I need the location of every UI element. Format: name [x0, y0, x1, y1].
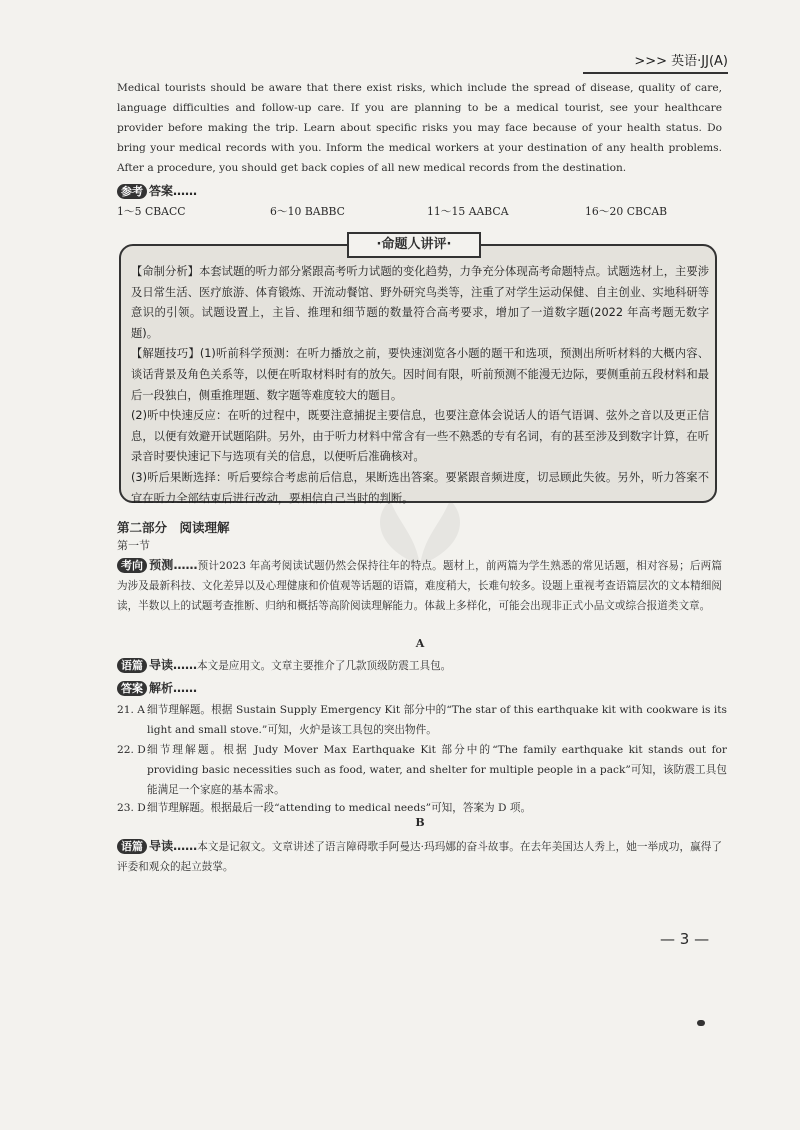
part2-heading: 第二部分 阅读理解 — [117, 520, 230, 535]
guide-a-label: 导读…… — [149, 658, 198, 672]
answer-group-1: 1～5 CBACC — [117, 205, 186, 218]
commentary-analysis: 【命制分析】本套试题的听力部分紧跟高考听力试题的变化趋势，力争充分体现高考命题特点。试题选材上，主要涉及日常生活、医疗旅游、体育锻炼、开流动餐馆、野外研究鸟类等，注重了对学生运动保健、自主创业、实地科研等意识的引领。试题设置上，主旨、推理和细节题的数量符合高考要求，增加了一道数字题(2022 年高考题无数字题)。 — [131, 265, 709, 340]
answer-group-3: 11～15 AABCA — [427, 205, 509, 218]
question-explanation: 细节理解题。根据 Sustain Supply Emergency Kit 部分中的“The star of this earthquake kit with cookware is its light and small stove.”可知，火炉是该工具包的突出物件。 — [147, 704, 727, 736]
passage-a-guide — [117, 655, 722, 676]
answer-key-row — [117, 204, 727, 222]
part2-subheading: 第一节 — [117, 539, 150, 552]
guide-a-tag: 语篇 — [117, 658, 147, 673]
guide-b-text: 本文是记叙文。文章讲述了语言障碍歌手阿曼达·玛玛娜的奋斗故事。在去年美国达人秀上，她一举成功，赢得了评委和观众的起立鼓掌。 — [117, 841, 722, 873]
guide-b-tag: 语篇 — [117, 839, 147, 854]
answers-tag: 参考 — [117, 184, 147, 199]
question-row — [117, 740, 727, 800]
question-number: 22. D — [117, 744, 146, 756]
forecast-text: 预计2023 年高考阅读试题仍然会保持往年的特点。题材上，前两篇为学生熟悉的常见话题，相对容易；后两篇为涉及最新科技、文化差异以及心理健康和价值观等话题的语篇，难度稍大，长难句较多。设题上重视考查语篇层次的文本精细阅读，半数以上的试题考查推断、归纳和概括等高阶阅读理解能力。体裁上多样化，可能会出现非正式小品文或综合报道类文章。 — [117, 560, 722, 612]
commentary-text — [131, 262, 709, 509]
answer-group-2: 6～10 BABBC — [270, 205, 345, 218]
question-row — [117, 798, 727, 818]
commentary-tip-3: (3)听后果断选择：听后要综合考虑前后信息，果断选出答案。要紧跟音频进度，切忌顾此失彼。另外，听力答案不宜在听力全部结束后进行改动，要相信自己当时的判断。 — [131, 470, 709, 505]
guide-a-text: 本文是应用文。文章主要推介了几款顶级防震工具包。 — [197, 660, 452, 672]
answers-heading — [117, 182, 197, 199]
page-number: — 3 — — [660, 930, 710, 948]
question-explanation: 细节理解题。根据 Judy Mover Max Earthquake Kit 部分中的“The family earthquake kit stands out for providing basic necessities such as food, water, and shelter for multiple people in a pack”可知，该防震工具包能满足一个家庭的基本需求。 — [147, 744, 727, 796]
intro-paragraph: Medical tourists should be aware that there exist risks, which include the spread of disease, quality of care, language difficulties and follow-up care. If you are planning to be a medical tourist, see your healthcare provider before making the trip. Learn about specific risks you may face because of your health status. Do bring your medical records with you. Inform the medical workers at your destination of any health problems. After a procedure, you should get back copies of all new medical records from the destination. — [117, 82, 722, 174]
answer-group-4: 16～20 CBCAB — [585, 205, 668, 218]
passage-a-letter: A — [415, 637, 425, 650]
commentary-title: ·命题人讲评· — [347, 232, 481, 258]
forecast-label: 预测…… — [149, 558, 198, 572]
forecast-paragraph — [117, 555, 722, 616]
question-explanation: 细节理解题。根据最后一段“attending to medical needs”可知，答案为 D 项。 — [147, 802, 532, 814]
forecast-tag: 考向 — [117, 558, 147, 573]
question-number: 23. D — [117, 802, 146, 814]
passage-b-letter: B — [415, 816, 425, 829]
passage-a-analysis-heading — [117, 678, 722, 699]
guide-b-label: 导读…… — [149, 839, 198, 853]
question-number: 21. A — [117, 704, 145, 716]
question-row — [117, 700, 727, 740]
commentary-tips: 【解题技巧】(1)听前科学预测：在听力播放之前，要快速浏览各小题的题干和选项，预测出所听材料的大概内容、谈话背景及角色关系等，以便在听取材料时有的放矢。因时间有限，听前预测不能漫无边际，要侧重前五段材料和最后一段独白，侧重推理题、数字题等难度较大的题目。 — [131, 347, 709, 402]
header-rule — [583, 72, 728, 74]
answers-label: 答案…… — [149, 184, 198, 198]
page-header: >>> 英语·JJ(A) — [634, 54, 728, 69]
commentary-tip-2: (2)听中快速反应：在听的过程中，既要注意捕捉主要信息，也要注意体会说话人的语气语调、弦外之音以及更正信息，以便有效避开试题陷阱。另外，由于听力材料中常含有一些不熟悉的专有名词，有的甚至涉及到数字计算，在听录音时要快速记下与选项有关的信息，以便听后准确核对。 — [131, 409, 709, 464]
ink-speck — [697, 1020, 705, 1026]
analysis-label: 解析…… — [149, 681, 198, 695]
analysis-tag: 答案 — [117, 681, 147, 696]
passage-b-guide — [117, 836, 722, 877]
